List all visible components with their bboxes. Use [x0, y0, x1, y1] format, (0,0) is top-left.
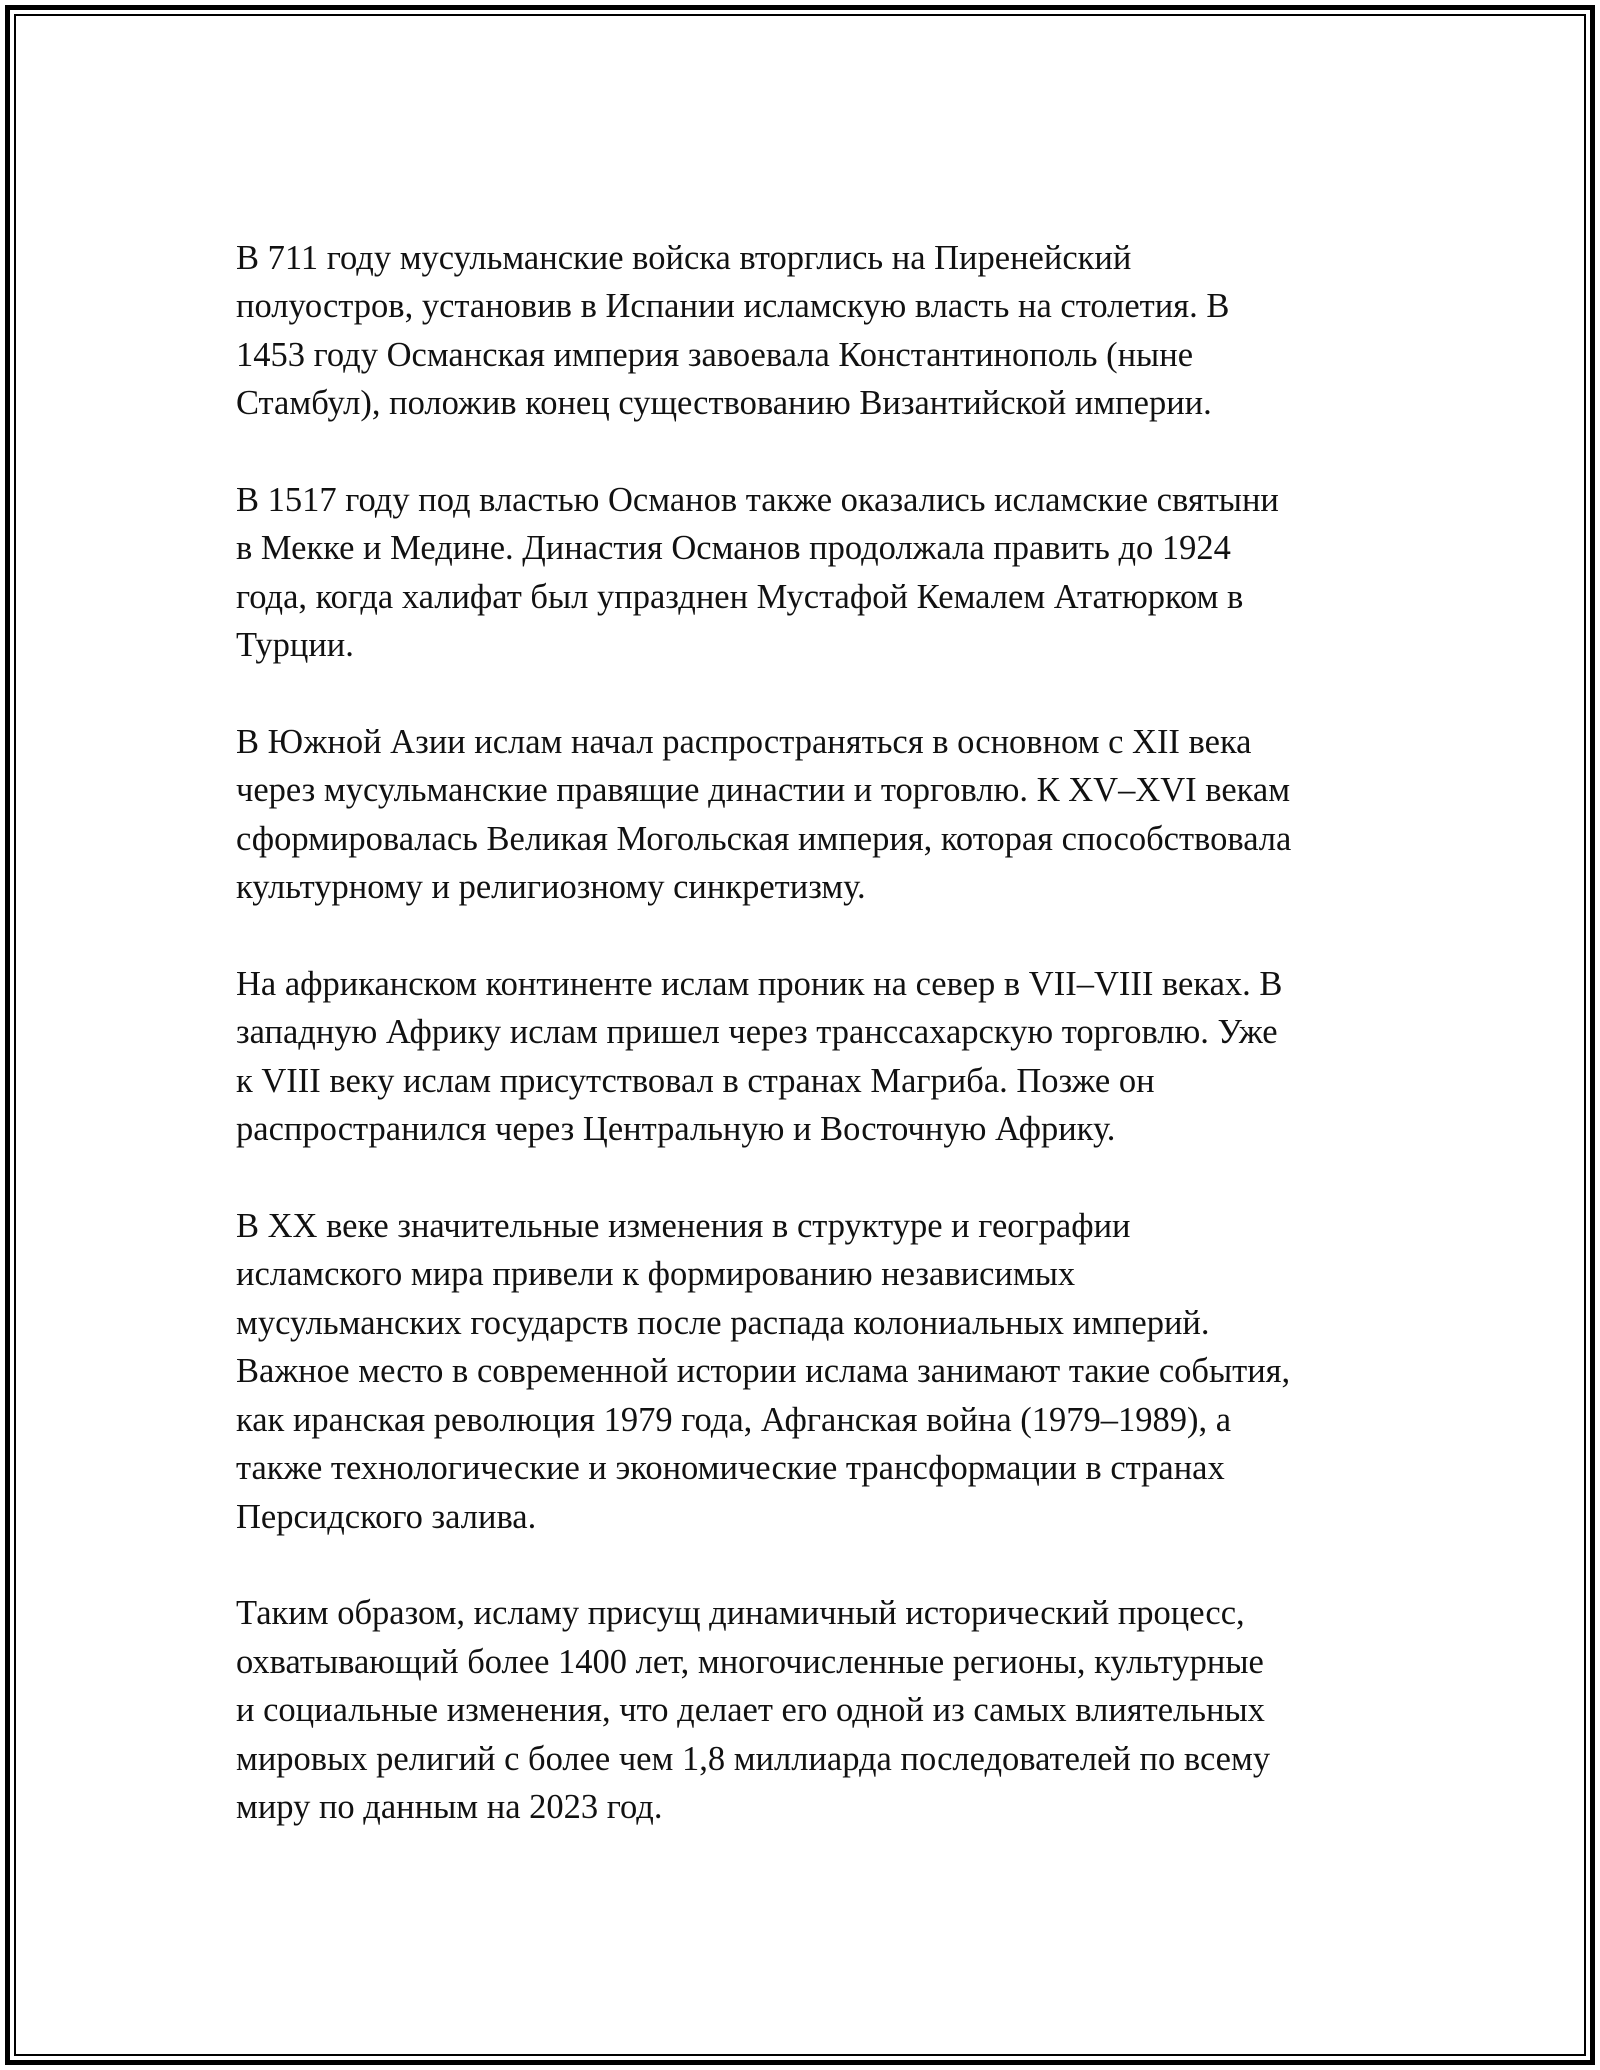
text-line: исламского мира привели к формированию независимых [236, 1255, 1076, 1294]
text-line: мировых религий с более чем 1,8 миллиарда последователей по всему [236, 1739, 1271, 1778]
text-line: сформировалась Великая Могольская империя, которая способствовала [236, 819, 1292, 858]
text-line: Персидского залива. [236, 1497, 537, 1536]
text-line: Турции. [236, 626, 354, 665]
text-line: к VIII веку ислам присутствовал в странах Магриба. Позже он [236, 1061, 1155, 1100]
paragraph-4 [236, 960, 1376, 1154]
text-line: В 711 году мусульманские войска вторглись на Пиренейский [236, 239, 1132, 277]
text-line: Стамбул), положив конец существованию Византийской империи. [236, 384, 1212, 423]
text-line: На африканском континенте ислам проник на север в VII–VIII веках. В [236, 965, 1283, 1004]
text-line: также технологические и экономические трансформации в странах [236, 1449, 1225, 1488]
text-line: В XX веке значительные изменения в структуре и географии [236, 1207, 1131, 1246]
text-line: года, когда халифат был упразднен Мустафой Кемалем Ататюрком в [236, 577, 1244, 616]
text-line: Важное место в современной истории ислама занимают такие события, [236, 1352, 1291, 1391]
text-line: через мусульманские правящие династии и торговлю. К XV–XVI векам [236, 771, 1291, 810]
text-line: культурному и религиозному синкретизму. [236, 868, 866, 907]
document-body [236, 234, 1376, 1880]
text-line: распространился через Центральную и Восточную Африку. [236, 1110, 1116, 1149]
text-line: как иранская революция 1979 года, Афганская война (1979–1989), а [236, 1400, 1232, 1439]
paragraph-3 [236, 718, 1376, 912]
text-line: западную Африку ислам пришел через транссахарскую торговлю. Уже [236, 1013, 1278, 1052]
text-line: миру по данным на 2023 год. [236, 1787, 663, 1826]
text-line: и социальные изменения, что делает его одной из самых влиятельных [236, 1691, 1265, 1730]
text-line: мусульманских государств после распада колониальных империй. [236, 1303, 1210, 1342]
paragraph-6 [236, 1589, 1376, 1831]
paragraph-2 [236, 476, 1376, 670]
text-line: В Южной Азии ислам начал распространяться в основном с XII века [236, 723, 1252, 762]
text-line: В 1517 году под властью Османов также оказались исламские святыни [236, 481, 1279, 520]
text-line: 1453 году Османская империя завоевала Константинополь (ныне [236, 335, 1194, 374]
text-line: полуостров, установив в Испании исламскую власть на столетия. В [236, 287, 1230, 326]
text-line: в Мекке и Медине. Династия Османов продолжала править до 1924 [236, 529, 1231, 568]
text-line: Таким образом, исламу присущ динамичный исторический процесс, [236, 1594, 1245, 1633]
paragraph-1 [236, 234, 1376, 428]
text-line: охватывающий более 1400 лет, многочисленные регионы, культурные [236, 1642, 1264, 1681]
paragraph-5 [236, 1202, 1376, 1541]
